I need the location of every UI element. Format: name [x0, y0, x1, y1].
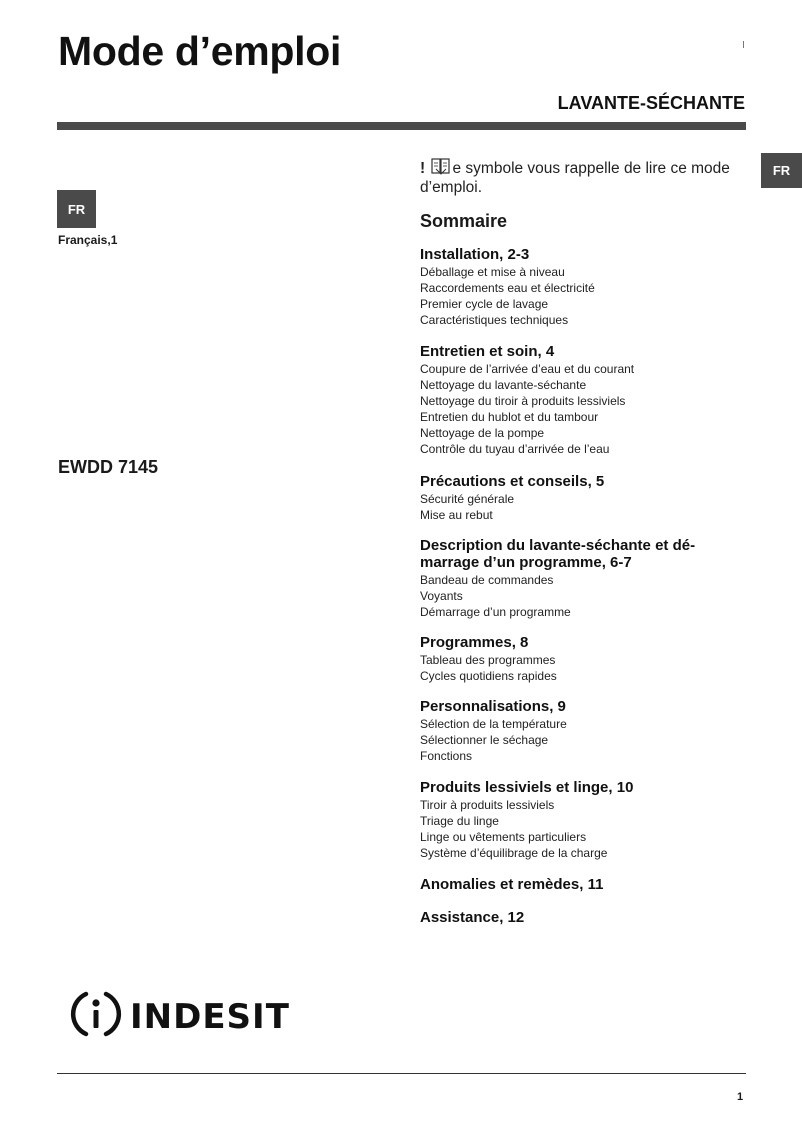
page-title: Mode d’emploi	[58, 28, 342, 74]
model-name: EWDD 7145	[58, 457, 159, 477]
toc-item: Nettoyage du lavante-séchante	[420, 378, 587, 393]
note-text: e symbole vous rappelle de lire ce mode d’emploi.	[420, 160, 730, 196]
toc-item-list	[420, 491, 750, 523]
header-divider	[57, 122, 746, 130]
toc-section-heading: Assistance, 12	[420, 909, 525, 926]
toc-section	[420, 246, 750, 328]
toc-item: Voyants	[420, 589, 463, 604]
toc-item: Coupure de l’arrivée d’eau et du courant	[420, 362, 635, 376]
toc-item-list	[420, 264, 750, 328]
language-badge: FR	[57, 190, 96, 228]
toc-item: Raccordements eau et électricité	[420, 281, 595, 296]
toc-item: Démarrage d’un programme	[420, 605, 571, 620]
toc-section-heading: Anomalies et remèdes, 11	[420, 876, 604, 893]
toc-item: Contrôle du tuyau d’arrivée de l’eau	[420, 442, 610, 457]
toc-item: Bandeau de commandes	[420, 573, 554, 587]
toc-section-heading: Installation, 2-3	[420, 246, 530, 263]
toc-item: Sélection de la température	[420, 717, 567, 731]
toc-section	[420, 473, 750, 523]
toc-item: Sécurité générale	[420, 492, 515, 506]
toc-item-list	[420, 716, 750, 764]
toc-item-list	[420, 797, 750, 861]
toc-section-heading: Produits lessiviels et linge, 10	[420, 779, 634, 796]
language-side-tab: FR	[761, 153, 802, 188]
toc-item: Cycles quotidiens rapides	[420, 669, 557, 684]
toc-item: Entretien du hublot et du tambour	[420, 410, 599, 425]
page-number: 1	[737, 1091, 744, 1103]
toc-item: Premier cycle de lavage	[420, 297, 549, 312]
book-manual-icon	[431, 158, 451, 179]
toc-section-heading: Entretien et soin, 4	[420, 343, 555, 360]
toc-item: Nettoyage de la pompe	[420, 426, 545, 441]
toc-section	[420, 779, 750, 861]
toc-item: Tableau des programmes	[420, 653, 556, 667]
toc-item: Triage du linge	[420, 814, 499, 829]
toc-section	[420, 634, 750, 684]
toc-section-heading: Programmes, 8	[420, 634, 529, 651]
toc-section	[420, 537, 750, 620]
toc-item-list	[420, 361, 750, 458]
toc-item: Sélectionner le séchage	[420, 733, 549, 748]
brand-wordmark: INDESIT	[130, 996, 290, 1037]
toc-section	[420, 698, 750, 764]
toc-item: Mise au rebut	[420, 508, 493, 523]
toc-section	[420, 909, 750, 927]
toc-title: Sommaire	[420, 211, 508, 231]
manual-note	[420, 158, 750, 196]
brand-logo	[70, 988, 290, 1045]
indesit-logo-icon	[70, 988, 122, 1045]
toc-item: Système d’équilibrage de la charge	[420, 846, 608, 861]
toc-item-list	[420, 652, 750, 684]
toc-item: Tiroir à produits lessiviels	[420, 798, 555, 812]
language-page-label: Français,1	[58, 233, 118, 247]
toc-item: Fonctions	[420, 749, 473, 764]
toc-item: Déballage et mise à niveau	[420, 265, 565, 279]
toc-section-heading: Précautions et conseils, 5	[420, 473, 605, 490]
crop-mark	[743, 41, 744, 48]
product-type-heading: LAVANTE-SÉCHANTE	[557, 93, 745, 113]
toc-item-list	[420, 572, 750, 620]
toc-section-heading: Description du lavante-séchante et dé-marrage d’un programme, 6-7	[420, 537, 696, 571]
toc-section	[420, 343, 750, 458]
toc-item: Nettoyage du tiroir à produits lessiviels	[420, 394, 626, 409]
toc-section	[420, 876, 750, 894]
toc-item: Linge ou vêtements particuliers	[420, 830, 587, 845]
toc-item: Caractéristiques techniques	[420, 313, 569, 328]
footer-divider	[57, 1073, 746, 1074]
note-exclamation: !	[420, 160, 426, 177]
toc-section-heading: Personnalisations, 9	[420, 698, 566, 715]
